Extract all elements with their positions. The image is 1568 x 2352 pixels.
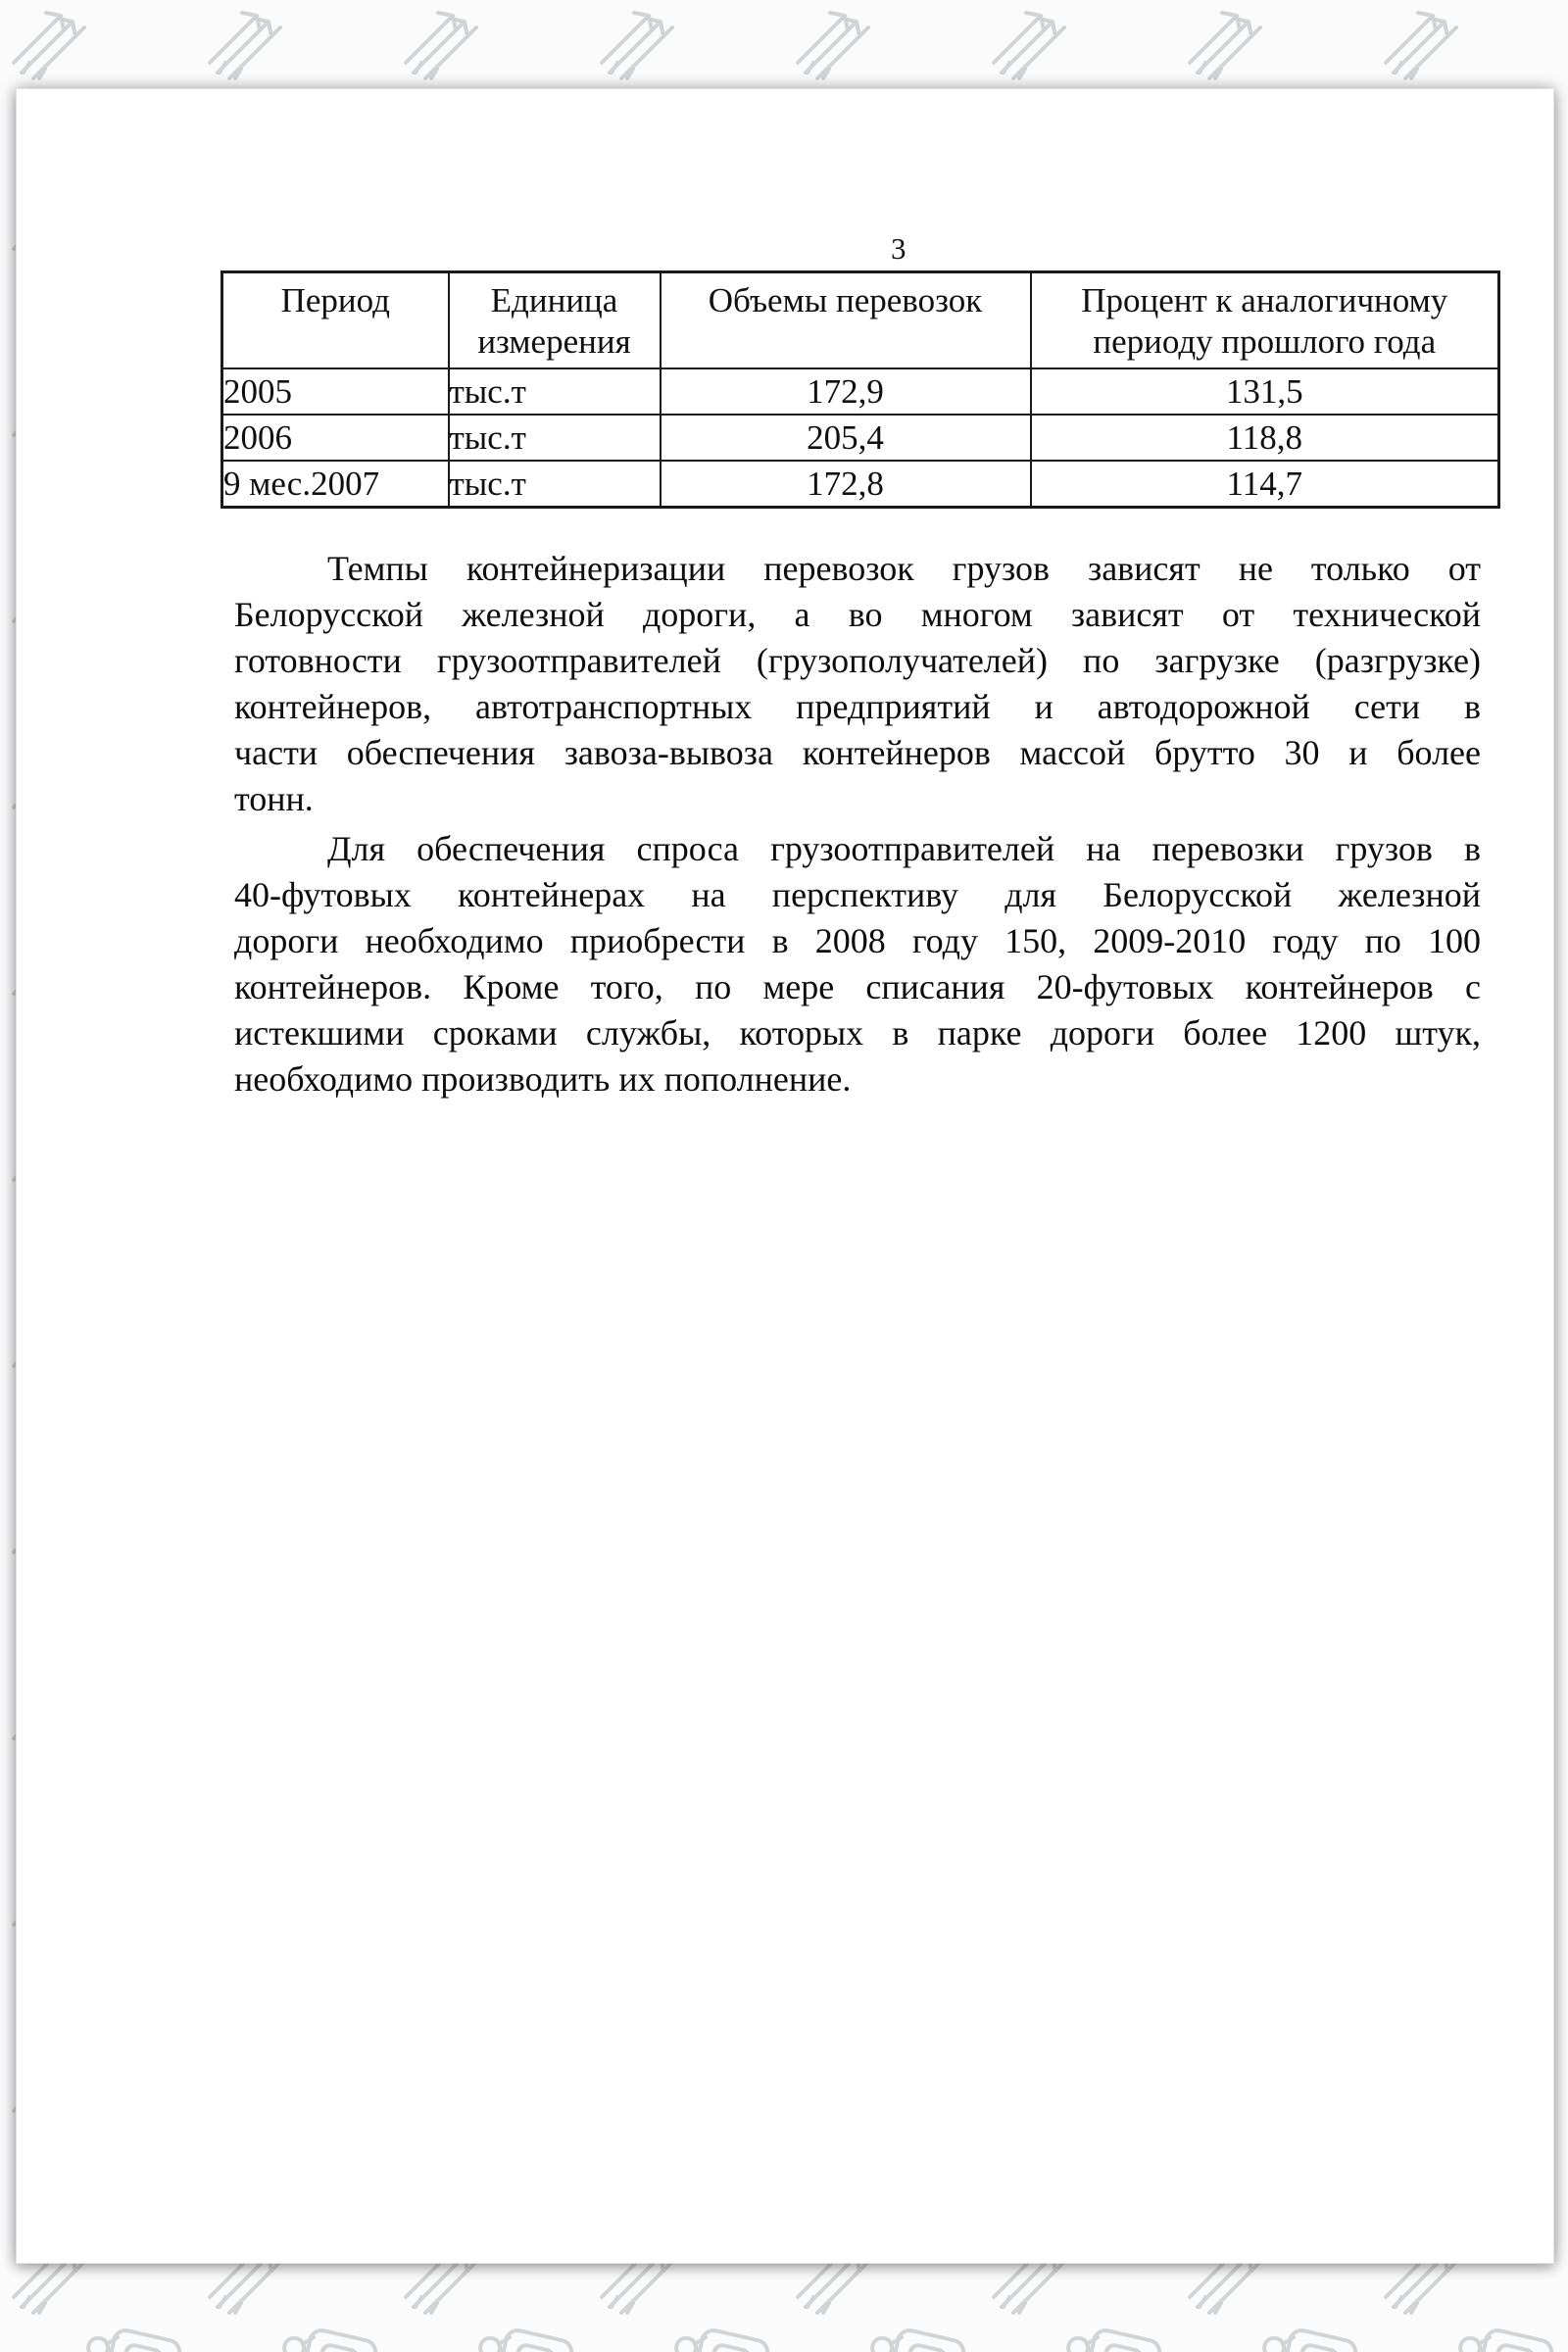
body-text [234, 546, 1481, 1102]
paragraph-line: части обеспечения завоза-вывоза контейнеров массой брутто 30 и более [234, 733, 1481, 772]
column-header-percent: Процент к аналогичному периоду прошлого года [1031, 272, 1499, 369]
table-header-row [222, 272, 1499, 369]
paragraph-line: 40-футовых контейнерах на перспективу для Белорусской железной [234, 875, 1481, 914]
cell-volume: 172,8 [661, 461, 1031, 507]
cell-percent: 131,5 [1031, 368, 1499, 415]
table-row [222, 461, 1499, 507]
cell-unit: тыс.т [449, 415, 661, 461]
page-number: 3 [891, 231, 906, 266]
cell-percent: 114,7 [1031, 461, 1499, 507]
table-row [222, 415, 1499, 461]
cell-unit: тыс.т [449, 461, 661, 507]
paragraph-line: контейнеров, автотранспортных предприятий и автодорожной сети в [234, 687, 1481, 726]
cell-period: 2006 [222, 415, 449, 461]
cell-volume: 172,9 [661, 368, 1031, 415]
paragraph-line: Для обеспечения спроса грузоотправителей на перевозки грузов в [327, 829, 1481, 868]
document-sheet [16, 88, 1554, 2264]
paragraph-line: Белорусской железной дороги, а во многом зависят от технической [234, 595, 1481, 634]
table-row [222, 368, 1499, 415]
column-header-period: Период [222, 272, 449, 369]
paragraph-line: контейнеров. Кроме того, по мере списания 20-футовых контейнеров с [234, 967, 1481, 1006]
paragraph-line: Темпы контейнеризации перевозок грузов зависят не только от [327, 549, 1481, 588]
cell-period: 9 мес.2007 [222, 461, 449, 507]
cell-unit: тыс.т [449, 368, 661, 415]
paragraph-line: необходимо производить их пополнение. [234, 1059, 852, 1099]
body-paragraph-1 [234, 546, 1481, 822]
column-header-volume: Объемы перевозок [661, 272, 1031, 369]
body-paragraph-2 [234, 826, 1481, 1102]
paragraph-line: тонн. [234, 779, 314, 818]
paragraph-line: готовности грузоотправителей (грузополучателей) по загрузке (разгрузке) [234, 641, 1481, 680]
paragraph-line: дороги необходимо приобрести в 2008 году 150, 2009-2010 году по 100 [234, 921, 1481, 960]
cell-volume: 205,4 [661, 415, 1031, 461]
cell-percent: 118,8 [1031, 415, 1499, 461]
cell-period: 2005 [222, 368, 449, 415]
paragraph-line: истекшими сроками службы, которых в парке дороги более 1200 штук, [234, 1013, 1481, 1053]
freight-volumes-table [220, 270, 1500, 509]
column-header-unit: Единица измерения [449, 272, 661, 369]
